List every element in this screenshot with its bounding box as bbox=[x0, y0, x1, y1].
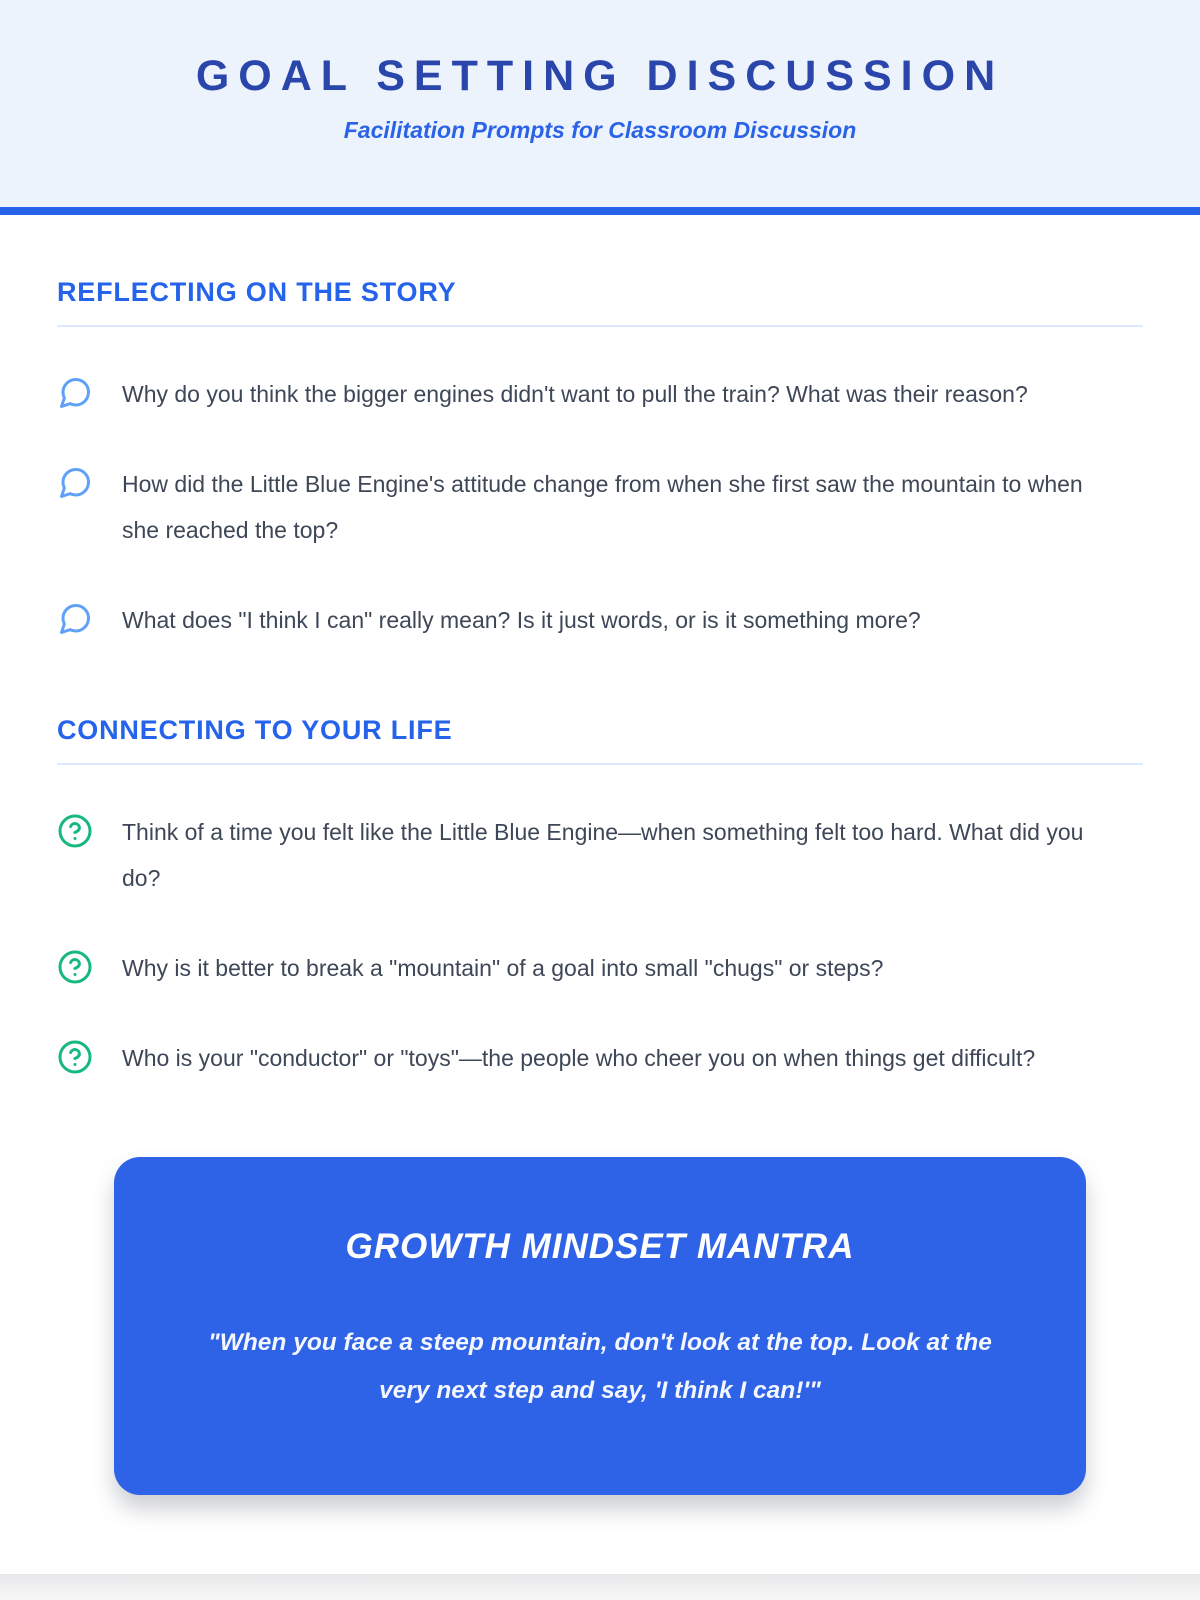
section-heading: CONNECTING TO YOUR LIFE bbox=[57, 715, 1143, 765]
question-text: Think of a time you felt like the Little Blue Engine—when something felt too hard. What did you do? bbox=[122, 819, 1084, 891]
mantra-quote: "When you face a steep mountain, don't look at the top. Look at the very next step and say, 'I think I can!'" bbox=[208, 1329, 992, 1404]
page-subtitle: Facilitation Prompts for Classroom Discussion bbox=[343, 117, 857, 143]
page-title: GOAL SETTING DISCUSSION bbox=[195, 52, 1005, 100]
page-header bbox=[0, 0, 1200, 207]
list-item bbox=[57, 1035, 1143, 1081]
question-text: What does "I think I can" really mean? Is it just words, or is it something more? bbox=[122, 607, 921, 633]
speech-bubble-icon bbox=[57, 600, 93, 638]
help-circle-icon bbox=[57, 812, 93, 850]
list-item bbox=[57, 461, 1143, 553]
list-item bbox=[57, 597, 1143, 643]
list-item bbox=[57, 809, 1143, 901]
growth-mindset-mantra-card bbox=[114, 1157, 1086, 1495]
header-accent-bar bbox=[0, 207, 1200, 215]
mantra-title: GROWTH MINDSET MANTRA bbox=[345, 1227, 855, 1266]
section-connecting-to-your-life bbox=[57, 715, 1143, 1081]
question-text: Why is it better to break a "mountain" of a goal into small "chugs" or steps? bbox=[122, 955, 884, 981]
section-reflecting-on-the-story bbox=[57, 277, 1143, 643]
list-item bbox=[57, 371, 1143, 417]
section-heading: REFLECTING ON THE STORY bbox=[57, 277, 1143, 327]
page-bottom-edge bbox=[0, 1574, 1200, 1600]
question-text: Why do you think the bigger engines didn't want to pull the train? What was their reason? bbox=[122, 381, 1028, 407]
question-text: Who is your "conductor" or "toys"—the people who cheer you on when things get difficult? bbox=[122, 1045, 1036, 1071]
list-item bbox=[57, 945, 1143, 991]
main-content bbox=[0, 277, 1200, 1495]
help-circle-icon bbox=[57, 1038, 93, 1076]
question-text: How did the Little Blue Engine's attitude change from when she first saw the mountain to when she reached the top? bbox=[122, 471, 1083, 543]
speech-bubble-icon bbox=[57, 464, 93, 502]
question-list bbox=[57, 809, 1143, 1081]
help-circle-icon bbox=[57, 948, 93, 986]
question-list bbox=[57, 371, 1143, 643]
speech-bubble-icon bbox=[57, 374, 93, 412]
